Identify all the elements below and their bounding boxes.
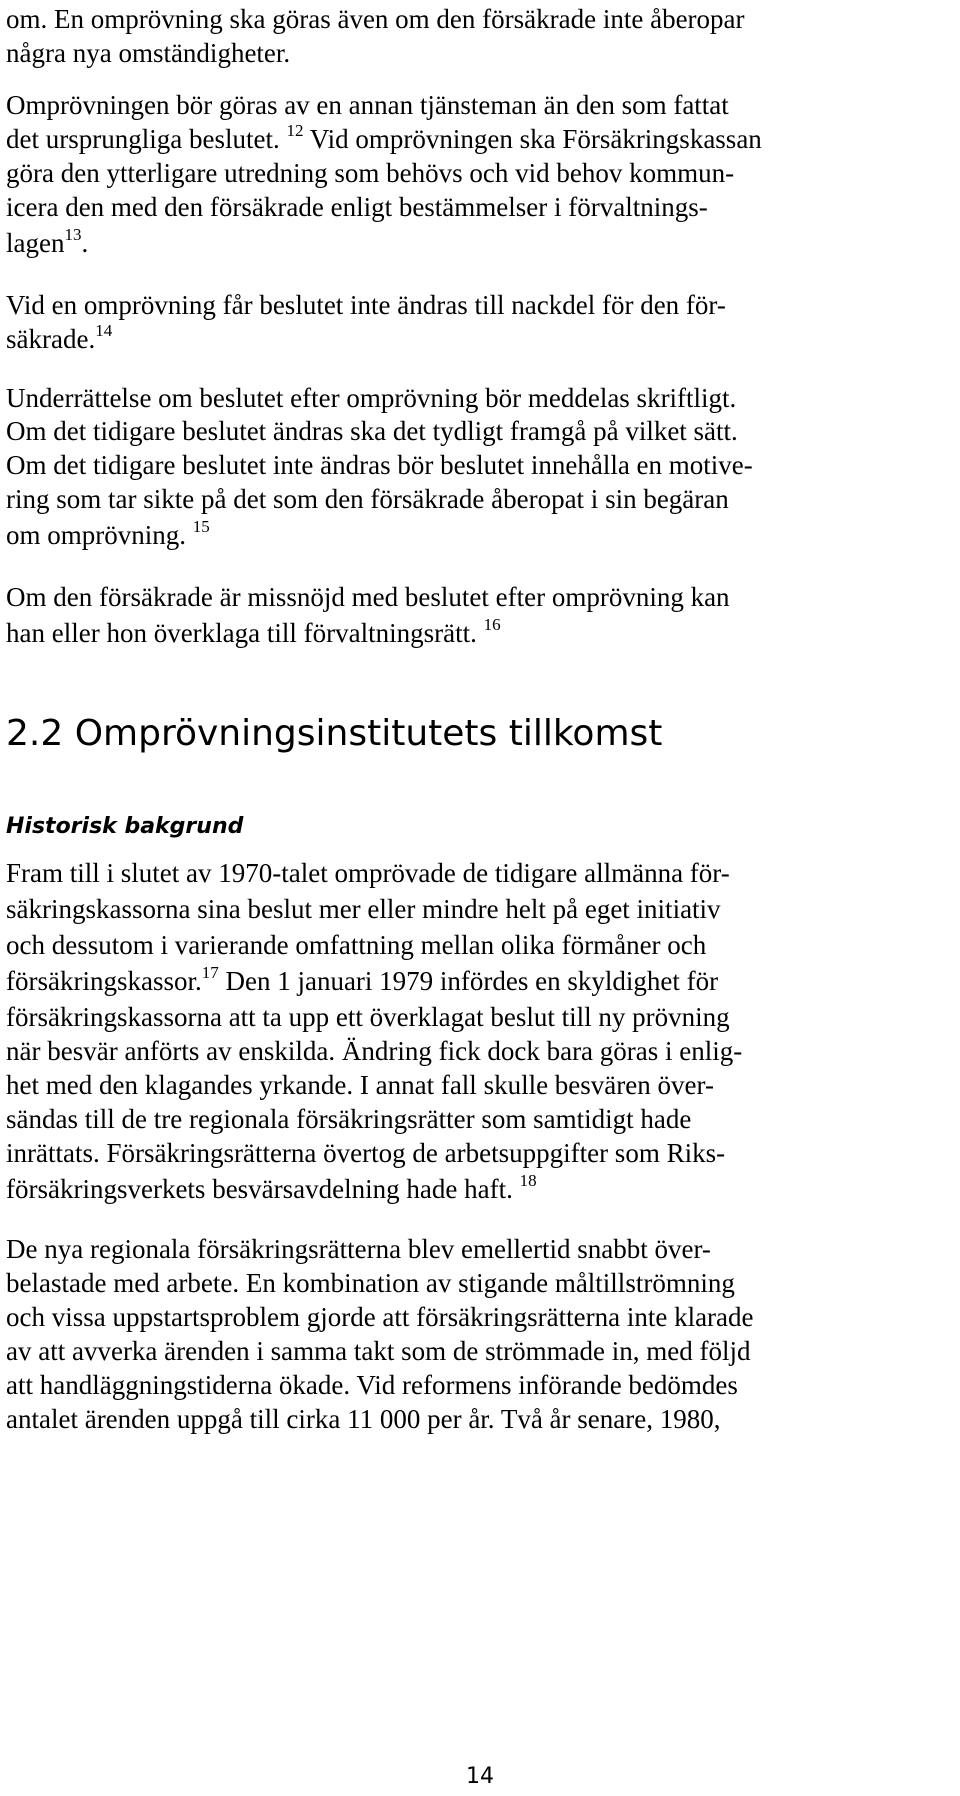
body-text-line: när besvär anförts av enskilda. Ändring fick dock bara göras i enlig- bbox=[6, 1036, 743, 1066]
text-span: lagen bbox=[6, 228, 65, 258]
body-text-line: och dessutom i varierande omfattning mellan olika förmåner och bbox=[6, 930, 707, 960]
body-text-line: säkringskassorna sina beslut mer eller mindre helt på eget initiativ bbox=[6, 894, 721, 924]
body-text-line: icera den med den försäkrade enligt bestämmelser i förvaltnings- bbox=[6, 192, 708, 222]
body-text-line: göra den ytterligare utredning som behövs och vid behov kommun- bbox=[6, 158, 735, 188]
section-heading: 2.2 Omprövningsinstitutets tillkomst bbox=[6, 713, 663, 754]
body-text-line: het med den klagandes yrkande. I annat fall skulle besvären över- bbox=[6, 1070, 714, 1100]
text-span: säkrade. bbox=[6, 324, 96, 354]
footnote-ref: 16 bbox=[483, 615, 501, 634]
page-number: 14 bbox=[466, 1764, 494, 1789]
text-span: om omprövning. bbox=[6, 520, 186, 550]
footnote-ref: 12 bbox=[286, 121, 304, 140]
body-text-line: Underrättelse om beslutet efter omprövning bör meddelas skriftligt. bbox=[6, 383, 737, 413]
footnote-ref: 14 bbox=[95, 321, 113, 340]
body-text-line: att handläggningstiderna ökade. Vid reformens införande bedömdes bbox=[6, 1370, 738, 1400]
body-text-line bbox=[6, 322, 112, 356]
body-text-line bbox=[6, 226, 88, 260]
body-text-line: inrättats. Försäkringsrätterna övertog de arbetsuppgifter som Riks- bbox=[6, 1138, 726, 1168]
body-text-line: Omprövningen bör göras av en annan tjänsteman än den som fattat bbox=[6, 90, 729, 120]
body-text-line bbox=[6, 518, 210, 552]
body-text-line bbox=[6, 616, 501, 650]
subsection-heading: Historisk bakgrund bbox=[6, 814, 244, 839]
body-text-line: Om det tidigare beslutet ändras ska det tydligt framgå på vilket sätt. bbox=[6, 416, 738, 446]
body-text-line bbox=[6, 1172, 537, 1206]
body-text-line: om. En omprövning ska göras även om den försäkrade inte åberopar bbox=[6, 4, 745, 34]
footnote-ref: 17 bbox=[201, 963, 219, 982]
body-text-line bbox=[6, 122, 762, 156]
text-span: Vid omprövningen ska Försäkringskassan bbox=[309, 124, 762, 154]
body-text-line: antalet ärenden uppgå till cirka 11 000 per år. Två år senare, 1980, bbox=[6, 1404, 721, 1434]
text-span: försäkringsverkets besvärsavdelning hade haft. bbox=[6, 1174, 513, 1204]
body-text-line bbox=[6, 964, 718, 998]
body-text-line: några nya omständigheter. bbox=[6, 38, 291, 68]
body-text-line: Om den försäkrade är missnöjd med beslutet efter omprövning kan bbox=[6, 582, 730, 612]
footnote-ref: 13 bbox=[64, 225, 82, 244]
text-span: det ursprungliga beslutet. bbox=[6, 124, 280, 154]
body-text-line: Fram till i slutet av 1970-talet omprövade de tidigare allmänna för- bbox=[6, 858, 730, 888]
body-text-line: sändas till de tre regionala försäkringsrätter som samtidigt hade bbox=[6, 1104, 692, 1134]
body-text-line: ring som tar sikte på det som den försäkrade åberopat i sin begäran bbox=[6, 484, 729, 514]
footnote-ref: 18 bbox=[519, 1171, 537, 1190]
body-text-line: Om det tidigare beslutet inte ändras bör beslutet innehålla en motive- bbox=[6, 450, 753, 480]
body-text-line: De nya regionala försäkringsrätterna blev emellertid snabbt över- bbox=[6, 1234, 711, 1264]
text-span: . bbox=[81, 228, 89, 258]
body-text-line: belastade med arbete. En kombination av stigande måltillströmning bbox=[6, 1268, 735, 1298]
body-text-line: och vissa uppstartsproblem gjorde att försäkringsrätterna inte klarade bbox=[6, 1302, 754, 1332]
text-span: försäkringskassor. bbox=[6, 966, 202, 996]
footnote-ref: 15 bbox=[192, 517, 210, 536]
body-text-line: av att avverka ärenden i samma takt som de strömmade in, med följd bbox=[6, 1336, 751, 1366]
text-span: Den 1 januari 1979 infördes en skyldighet för bbox=[225, 966, 719, 996]
body-text-line: Vid en omprövning får beslutet inte ändras till nackdel för den för- bbox=[6, 290, 726, 320]
body-text-line: försäkringskassorna att ta upp ett överklagat beslut till ny prövning bbox=[6, 1002, 730, 1032]
text-span: han eller hon överklaga till förvaltningsrätt. bbox=[6, 618, 477, 648]
